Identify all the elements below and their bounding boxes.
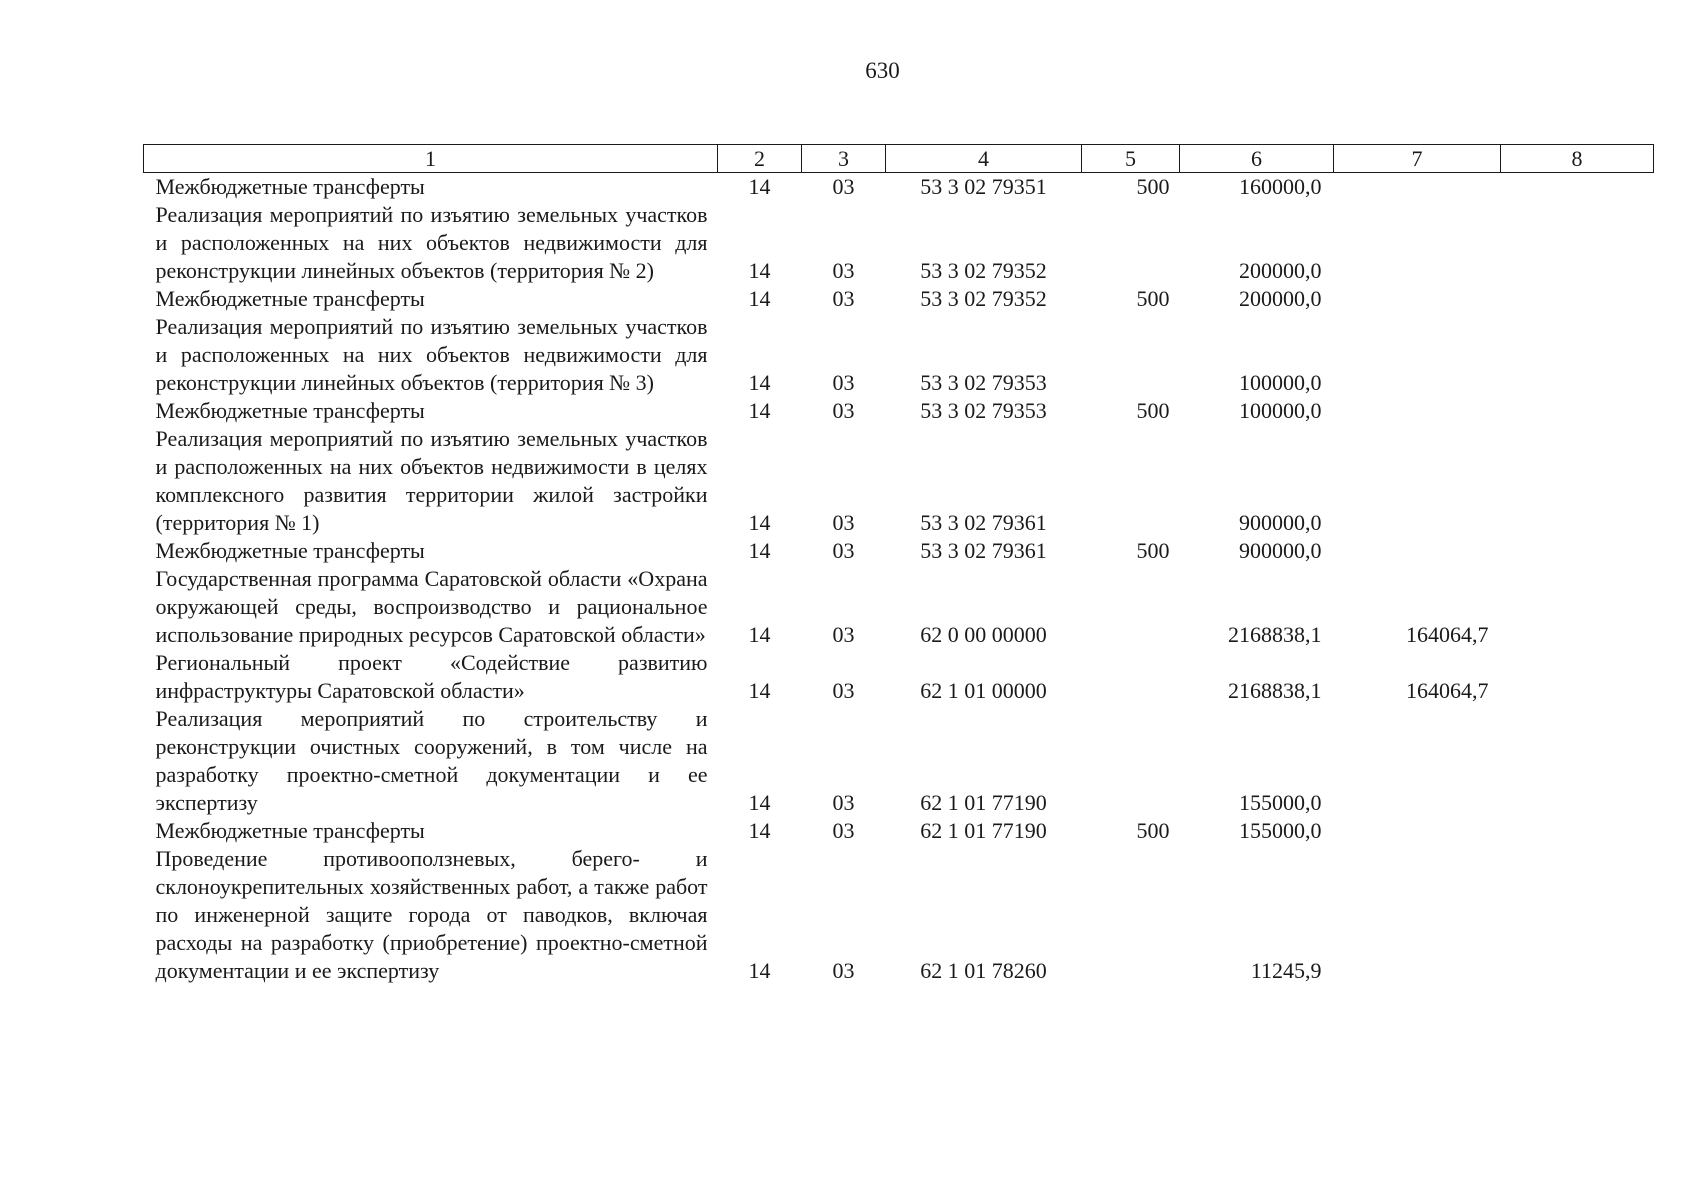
row-amount-col8	[1501, 425, 1654, 537]
table-row	[144, 649, 1654, 705]
row-description: Реализация мероприятий по изъятию земельных участков и расположенных на них объектов недвижимости для реконструкции линейных объектов (территория № 3)	[155, 314, 708, 395]
row-amount: 2168838,1	[1228, 678, 1322, 703]
row-amount-col8	[1501, 537, 1654, 565]
header-row	[144, 145, 1654, 173]
row-target-code: 53 3 02 79361	[920, 538, 1047, 563]
row-amount-federal	[1334, 313, 1501, 397]
table-row	[144, 817, 1654, 845]
row-expense-type: 500	[1136, 286, 1170, 311]
table-header	[144, 145, 1654, 173]
row-expense-type	[1082, 425, 1180, 537]
row-description: Реализация мероприятий по изъятию земельных участков и расположенных на них объектов недвижимости для реконструкции линейных объектов (территория № 2)	[155, 202, 708, 283]
table-row	[144, 537, 1654, 565]
budget-table	[143, 144, 1654, 985]
row-subsection: 03	[832, 510, 855, 535]
column-header-6: 6	[1180, 145, 1334, 173]
row-amount: 200000,0	[1239, 286, 1322, 311]
table-row	[144, 285, 1654, 313]
row-target-code: 53 3 02 79352	[920, 258, 1047, 283]
row-amount: 100000,0	[1239, 398, 1322, 423]
row-description: Межбюджетные трансферты	[155, 398, 425, 423]
row-amount-federal	[1334, 817, 1501, 845]
column-header-3: 3	[802, 145, 886, 173]
row-section: 14	[748, 958, 771, 983]
row-section: 14	[748, 398, 771, 423]
row-section: 14	[748, 258, 771, 283]
column-header-2: 2	[718, 145, 802, 173]
row-section: 14	[748, 790, 771, 815]
row-amount: 100000,0	[1239, 370, 1322, 395]
row-target-code: 62 1 01 77190	[920, 818, 1047, 843]
table-row	[144, 173, 1654, 202]
table-body	[144, 173, 1654, 986]
row-amount: 900000,0	[1239, 538, 1322, 563]
row-section: 14	[748, 622, 771, 647]
row-description: Государственная программа Саратовской области «Охрана окружающей среды, воспроизводство и рациональное использование природных ресурсов Саратовской области»	[155, 566, 708, 647]
row-subsection: 03	[832, 538, 855, 563]
row-expense-type	[1082, 201, 1180, 285]
row-amount-col8	[1501, 285, 1654, 313]
row-amount-federal	[1334, 425, 1501, 537]
row-subsection: 03	[832, 958, 855, 983]
row-amount-col8	[1501, 173, 1654, 202]
row-amount: 155000,0	[1239, 818, 1322, 843]
row-expense-type	[1082, 649, 1180, 705]
row-amount-col8	[1501, 845, 1654, 985]
row-amount: 2168838,1	[1228, 622, 1322, 647]
row-target-code: 62 1 01 78260	[920, 958, 1047, 983]
row-expense-type	[1082, 565, 1180, 649]
row-amount: 155000,0	[1239, 790, 1322, 815]
row-description: Межбюджетные трансферты	[155, 538, 425, 563]
row-expense-type	[1082, 705, 1180, 817]
row-amount-col8	[1501, 313, 1654, 397]
column-header-7: 7	[1334, 145, 1501, 173]
row-amount: 900000,0	[1239, 510, 1322, 535]
row-section: 14	[748, 286, 771, 311]
row-amount-federal	[1334, 537, 1501, 565]
row-amount-federal: 164064,7	[1406, 622, 1489, 647]
row-amount-federal	[1334, 845, 1501, 985]
row-amount-col8	[1501, 397, 1654, 425]
row-section: 14	[748, 370, 771, 395]
row-amount: 11245,9	[1250, 958, 1322, 983]
row-section: 14	[748, 174, 771, 199]
row-description: Межбюджетные трансферты	[155, 286, 425, 311]
row-description: Проведение противооползневых, берего- и склоноукрепительных хозяйственных работ, а также работ по инженерной защите города от паводков, включая расходы на разработку (приобретение) проектно-сметной документации и ее экспертизу	[155, 846, 708, 983]
row-amount: 200000,0	[1239, 258, 1322, 283]
table-row	[144, 705, 1654, 817]
row-amount-federal	[1334, 201, 1501, 285]
row-subsection: 03	[832, 258, 855, 283]
row-amount-col8	[1501, 565, 1654, 649]
row-target-code: 62 1 01 77190	[920, 790, 1047, 815]
row-target-code: 53 3 02 79353	[920, 370, 1047, 395]
row-expense-type: 500	[1136, 174, 1170, 199]
row-amount-federal: 164064,7	[1406, 678, 1489, 703]
row-description: Межбюджетные трансферты	[155, 818, 425, 843]
row-subsection: 03	[832, 370, 855, 395]
row-expense-type: 500	[1136, 538, 1170, 563]
column-header-4: 4	[886, 145, 1082, 173]
table-row	[144, 313, 1654, 397]
row-subsection: 03	[832, 678, 855, 703]
row-section: 14	[748, 538, 771, 563]
row-target-code: 53 3 02 79351	[920, 174, 1047, 199]
row-description: Региональный проект «Содействие развитию инфраструктуры Саратовской области»	[155, 650, 708, 703]
row-section: 14	[748, 818, 771, 843]
row-amount-col8	[1501, 817, 1654, 845]
row-subsection: 03	[832, 398, 855, 423]
row-subsection: 03	[832, 622, 855, 647]
table-row	[144, 425, 1654, 537]
column-header-5: 5	[1082, 145, 1180, 173]
row-subsection: 03	[832, 818, 855, 843]
row-section: 14	[748, 678, 771, 703]
row-subsection: 03	[832, 790, 855, 815]
budget-table-container	[143, 144, 1653, 985]
row-expense-type	[1082, 845, 1180, 985]
row-amount-col8	[1501, 649, 1654, 705]
row-expense-type: 500	[1136, 398, 1170, 423]
row-expense-type	[1082, 313, 1180, 397]
row-amount-federal	[1334, 173, 1501, 202]
row-target-code: 53 3 02 79361	[920, 510, 1047, 535]
row-amount-col8	[1501, 201, 1654, 285]
row-amount: 160000,0	[1239, 174, 1322, 199]
row-subsection: 03	[832, 286, 855, 311]
row-target-code: 53 3 02 79353	[920, 398, 1047, 423]
row-amount-col8	[1501, 705, 1654, 817]
table-row	[144, 201, 1654, 285]
row-target-code: 62 0 00 00000	[920, 622, 1047, 647]
page-number: 630	[865, 58, 900, 83]
row-target-code: 53 3 02 79352	[920, 286, 1047, 311]
column-header-8: 8	[1501, 145, 1654, 173]
row-amount-federal	[1334, 285, 1501, 313]
row-target-code: 62 1 01 00000	[920, 678, 1047, 703]
row-subsection: 03	[832, 174, 855, 199]
row-description: Межбюджетные трансферты	[155, 174, 425, 199]
row-amount-federal	[1334, 397, 1501, 425]
table-row	[144, 397, 1654, 425]
row-section: 14	[748, 510, 771, 535]
table-row	[144, 565, 1654, 649]
row-expense-type: 500	[1136, 818, 1170, 843]
column-header-1: 1	[144, 145, 718, 173]
table-row	[144, 845, 1654, 985]
row-description: Реализация мероприятий по изъятию земельных участков и расположенных на них объектов недвижимости в целях комплексного развития территории жилой застройки (территория № 1)	[155, 426, 708, 535]
row-amount-federal	[1334, 705, 1501, 817]
row-description: Реализация мероприятий по строительству и реконструкции очистных сооружений, в том числе на разработку проектно-сметной документации и ее экспертизу	[155, 706, 708, 815]
